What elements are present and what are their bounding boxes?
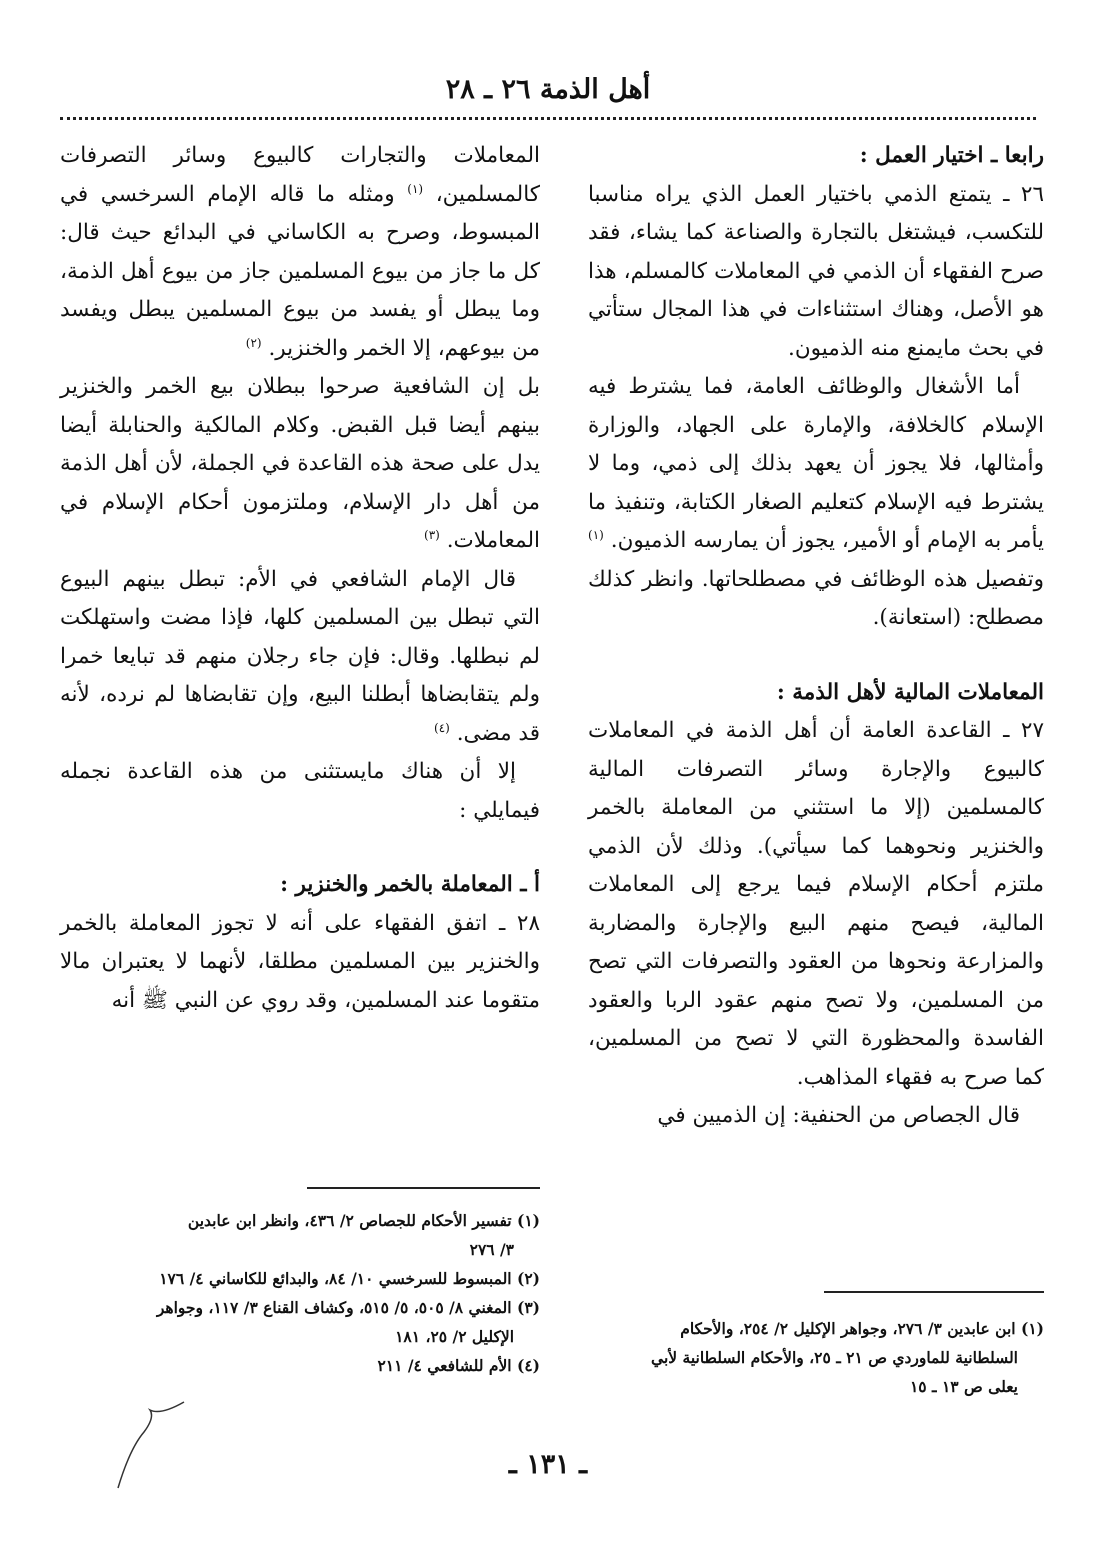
paragraph-public-jobs bbox=[588, 368, 1044, 638]
left-column bbox=[60, 137, 540, 1020]
footnote-ref: (٢) bbox=[245, 335, 262, 350]
footnote-rule-right bbox=[824, 1291, 1044, 1293]
paragraph-continuation-tail: ومثله ما قاله الإمام السرخسي في المبسوط، وصرح به الكاساني في البدائع حيث قال: كل ما جاز من بيوع المسلمين جاز من بيوع أهل الذمة، وما يبطل أو يفسد من بيوع المسلمين يبطل ويفسد من بيوعهم، إلا الخمر والخنزير. bbox=[60, 181, 540, 361]
section-gap bbox=[588, 638, 1044, 674]
footnote-line: (١) تفسير الأحكام للجصاص ٢/ ٤٣٦، وانظر ابن عابدين bbox=[187, 1211, 540, 1230]
paragraph-public-jobs-tail: وتفصيل هذه الوظائف في مصطلحاتها. وانظر كذلك مصطلح: (استعانة). bbox=[588, 566, 1044, 630]
footnote-line: (٢) المبسوط للسرخسي ١٠/ ٨٤، والبدائع للكاساني ٤/ ١٧٦ bbox=[159, 1269, 540, 1288]
paragraph-shafii-text: بل إن الشافعية صرحوا ببطلان بيع الخمر والخنزير بينهم أيضا قبل القبض. وكلام المالكية والحنابلة أيضا يدل على صحة هذه القاعدة في الجملة، لأن أهل الذمة من أهل دار الإسلام، وملتزمون أحكام الإسلام في المعاملات. bbox=[60, 374, 540, 553]
running-header: أهل الذمة ٢٦ ـ ٢٨ bbox=[445, 74, 651, 105]
header-dotted-rule bbox=[60, 117, 1036, 120]
footnotes-left bbox=[60, 1206, 540, 1380]
footnote-ref: (١) bbox=[588, 527, 604, 542]
footnotes-right bbox=[588, 1314, 1044, 1401]
heading-work-choice: رابعا ـ اختيار العمل : bbox=[859, 143, 1044, 168]
footnote-rule-left bbox=[307, 1187, 540, 1189]
paragraph-al-umm bbox=[60, 561, 540, 754]
paragraph-exceptions: إلا أن هناك مايستثنى من هذه القاعدة نجمله فيمايلي : bbox=[60, 759, 540, 823]
footnote-line: الإكليل ٢/ ٢٥، ١٨١ bbox=[395, 1327, 514, 1346]
heading-wine-pork: أ ـ المعاملة بالخمر والخنزير : bbox=[280, 872, 540, 897]
footnote-line: ٣/ ٢٧٦ bbox=[469, 1240, 514, 1259]
heading-financial-dealings: المعاملات المالية لأهل الذمة : bbox=[776, 679, 1044, 705]
paragraph-jassas: قال الجصاص من الحنفية: إن الذميين في bbox=[657, 1103, 1020, 1128]
section-gap bbox=[60, 830, 540, 866]
paragraph-shafii bbox=[60, 368, 540, 561]
paragraph-public-jobs-text: أما الأشغال والوظائف العامة، فما يشترط فيه الإسلام كالخلافة، والإمارة على الجهاد، والوزارة وأمثالها، فلا يجوز أن يعهد بذلك إلى ذمي، وما لا يشترط فيه الإسلام كتعليم الصغار الكتابة، وتنفيذ ما يأمر به الإمام أو الأمير، يجوز أن يمارسه الذميون. bbox=[588, 374, 1045, 553]
footnote-line: (٤) الأم للشافعي ٤/ ٢١١ bbox=[377, 1356, 540, 1375]
page-number: ـ ١٣١ ـ bbox=[508, 1449, 588, 1480]
footnote-ref: (١) bbox=[407, 181, 424, 196]
paragraph-al-umm-text: قال الإمام الشافعي في الأم: تبطل بينهم البيوع التي تبطل بين المسلمين كلها، فإذا مضت واستهلكت لم نبطلها. وقال: فإن جاء رجلان منهم قد تبايعا خمرا ولم يتقابضاها أبطلنا البيع، وإن تقابضاها لم نرده، لأنه قد مضى. bbox=[60, 566, 540, 746]
footnote-ref: (٤) bbox=[434, 720, 450, 735]
paragraph-28: ٢٨ ـ اتفق الفقهاء على أنه لا تجوز المعاملة بالخمر والخنزير بين المسلمين مطلقا، لأنهما لا يعتبران مالا متقوما عند المسلمين، وقد روي عن النبي ﷺ أنه bbox=[60, 910, 540, 1013]
footnote-line: (٣) المغني ٨/ ٥٠٥، ٥/ ٥١٥، وكشاف القناع ٣/ ١١٧، وجواهر bbox=[156, 1298, 540, 1317]
right-column bbox=[588, 137, 1044, 1136]
footnote-line: (١) ابن عابدين ٣/ ٢٧٦، وجواهر الإكليل ٢/ ٢٥٤، والأحكام bbox=[680, 1319, 1044, 1338]
paragraph-26: ٢٦ ـ يتمتع الذمي باختيار العمل الذي يراه مناسبا للتكسب، فيشتغل بالتجارة والصناعة كما يشاء، فقد صرح الفقهاء أن الذمي في المعاملات كالمسلم، هذا هو الأصل، وهناك استثناءات في هذا المجال ستأتي في بحث مايمنع منه الذميون. bbox=[588, 181, 1044, 361]
paragraph-27: ٢٧ ـ القاعدة العامة أن أهل الذمة في المعاملات كالبيوع والإجارة وسائر التصرفات المالية كالمسلمين (إلا ما استثني من المعاملة بالخمر والخنزير ونحوهما كما سيأتي). وذلك لأن الذمي ملتزم أحكام الإسلام فيما يرجع إلى المعاملات المالية، فيصح منهم البيع والإجارة والمضاربة والمزارعة ونحوها من العقود والتصرفات التي تصح من المسلمين، ولا تصح منهم عقود الربا والعقود الفاسدة والمحظورة التي لا تصح من المسلمين، كما صرح به فقهاء المذاهب. bbox=[588, 718, 1044, 1090]
footnote-line: السلطانية للماوردي ص ٢١ ـ ٢٥، والأحكام السلطانية لأبي bbox=[651, 1348, 1018, 1367]
footnote-ref: (٣) bbox=[424, 527, 440, 542]
footnote-line: يعلى ص ١٣ ـ ١٥ bbox=[909, 1377, 1018, 1396]
paragraph-continuation bbox=[60, 137, 540, 368]
paragraph-continuation-text: المعاملات والتجارات كالبيوع وسائر التصرفات كالمسلمين، bbox=[60, 143, 540, 207]
